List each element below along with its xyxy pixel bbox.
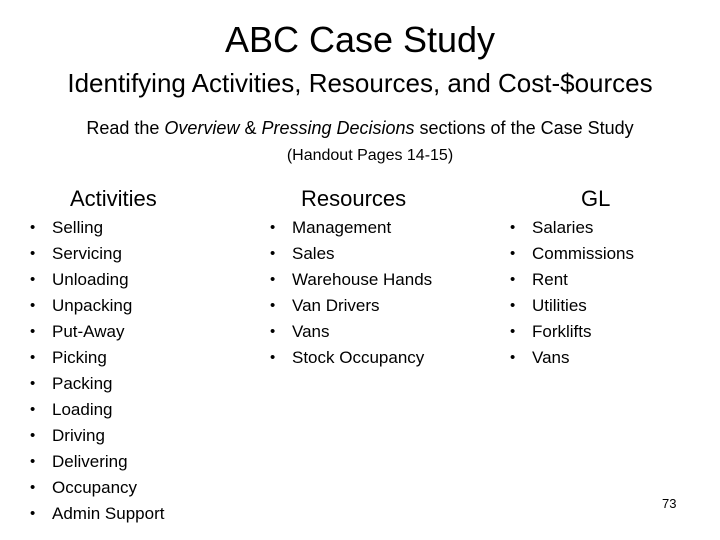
gl-label: Vans [532,348,570,367]
activity-label: Unpacking [52,296,133,315]
slide-subtitle: Identifying Activities, Resources, and Cost-$ources [67,68,653,98]
page-number: 73 [662,496,677,511]
bullet-icon: • [30,271,36,288]
list-item [30,397,164,423]
activity-label: Driving [52,426,105,445]
instruction-prefix: Read the [86,118,165,138]
list-item [30,319,164,345]
handout-pages: (Handout Pages 14-15) [286,147,454,164]
list-item [30,423,164,449]
gl-label: Commissions [532,244,635,263]
bullet-icon: • [270,297,276,314]
list-item [510,215,634,241]
bullet-icon: • [30,219,36,236]
instruction-text [30,116,690,140]
resources-list [270,215,433,371]
activity-label: Servicing [52,244,122,263]
list-item [30,501,165,527]
resource-label: Sales [292,244,335,263]
bullet-icon: • [270,271,276,288]
list-item [510,319,634,345]
gl-label: Salaries [532,218,594,237]
bullet-icon: • [510,271,516,288]
resources-heading: Resources [301,186,407,211]
list-item [510,293,634,319]
list-item [510,241,635,267]
activity-label: Admin Support [52,504,165,523]
list-item [270,267,433,293]
gl-list [510,215,635,371]
bullet-icon: • [510,219,516,236]
instruction-ampersand: & [239,118,262,138]
bullet-icon: • [30,375,36,392]
list-item [30,475,164,501]
bullet-icon: • [30,453,36,470]
bullet-icon: • [510,245,516,262]
list-item [30,241,164,267]
bullet-icon: • [30,323,36,340]
slide-title: ABC Case Study [224,19,496,60]
list-item [270,241,432,267]
activity-label: Selling [52,218,104,237]
activity-label: Put-Away [52,322,125,341]
activity-label: Delivering [52,452,128,471]
bullet-icon: • [270,349,276,366]
resource-label: Management [292,218,392,237]
list-item [30,345,164,371]
activity-label: Loading [52,400,113,419]
bullet-icon: • [30,479,36,496]
bullet-icon: • [270,245,276,262]
activities-list [30,215,165,527]
list-item [30,371,164,397]
gl-heading: GL [581,186,611,211]
activities-heading: Activities [70,186,157,211]
gl-label: Forklifts [532,322,592,341]
gl-label: Rent [532,270,568,289]
resource-label: Stock Occupancy [292,348,425,367]
activity-label: Packing [52,374,113,393]
resource-label: Van Drivers [292,296,380,315]
activity-label: Unloading [52,270,129,289]
bullet-icon: • [510,323,516,340]
resource-label: Vans [292,322,330,341]
bullet-icon: • [510,297,516,314]
instruction-pressing-decisions: Pressing Decisions [261,118,415,138]
bullet-icon: • [30,297,36,314]
bullet-icon: • [270,323,276,340]
bullet-icon: • [30,349,36,366]
list-item [510,267,634,293]
list-item [270,319,432,345]
resource-label: Warehouse Hands [292,270,433,289]
list-item [30,215,164,241]
bullet-icon: • [510,349,516,366]
list-item [30,293,164,319]
bullet-icon: • [30,505,36,522]
instruction-suffix: sections of the Case Study [414,118,634,138]
instruction-overview: Overview [164,118,240,138]
list-item [30,267,164,293]
gl-label: Utilities [532,296,587,315]
bullet-icon: • [30,427,36,444]
bullet-icon: • [30,401,36,418]
bullet-icon: • [30,245,36,262]
list-item [270,345,432,371]
list-item [270,215,432,241]
bullet-icon: • [270,219,276,236]
list-item [270,293,432,319]
activity-label: Picking [52,348,107,367]
list-item [30,449,164,475]
list-item [510,345,634,371]
activity-label: Occupancy [52,478,138,497]
